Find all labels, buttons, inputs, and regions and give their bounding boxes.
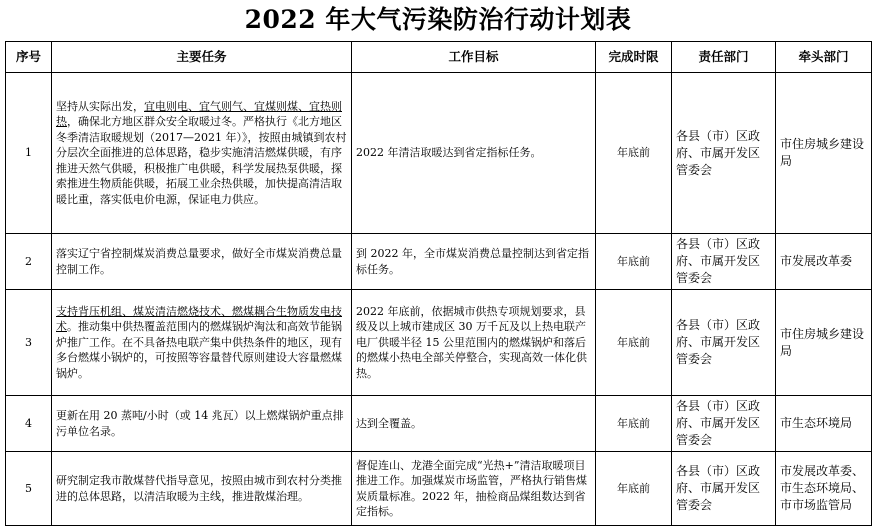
row-goal: 达到全覆盖。 (352, 396, 596, 452)
row-goal: 2022 年清洁取暖达到省定指标任务。 (352, 73, 596, 234)
row-number: 2 (6, 234, 52, 290)
table-row (6, 396, 872, 452)
row-number: 4 (6, 396, 52, 452)
row-number: 3 (6, 290, 52, 396)
page-title: 2022 年大气污染防治行动计划表 (244, 5, 632, 34)
task-text: 落实辽宁省控制煤炭消费总量要求，做好全市煤炭消费总量控制工作。 (56, 247, 342, 276)
header-responsible: 责任部门 (672, 42, 776, 73)
row-deadline: 年底前 (596, 396, 672, 452)
row-task (52, 73, 352, 234)
row-responsible: 各县（市）区政府、市属开发区管委会 (672, 452, 776, 526)
action-plan-table (5, 41, 872, 526)
row-responsible: 各县（市）区政府、市属开发区管委会 (672, 73, 776, 234)
row-deadline: 年底前 (596, 452, 672, 526)
row-task (52, 290, 352, 396)
row-lead: 市住房城乡建设局 (776, 73, 872, 234)
row-task (52, 452, 352, 526)
header-no: 序号 (6, 42, 52, 73)
row-responsible: 各县（市）区政府、市属开发区管委会 (672, 396, 776, 452)
task-text: 研究制定我市散煤替代指导意见，按照由城市到农村分类推进的总体思路，以清洁取暖为主线，推进散煤治理。 (56, 474, 342, 503)
row-deadline: 年底前 (596, 290, 672, 396)
table-row (6, 452, 872, 526)
task-text: 支持背压机组、煤炭清洁燃烧技术、燃煤耦合生物质发电技术 (56, 304, 342, 334)
header-lead: 牵头部门 (776, 42, 872, 73)
task-text: 坚持从实际出发， (56, 99, 144, 113)
header-deadline: 完成时限 (596, 42, 672, 73)
row-task (52, 234, 352, 290)
table-row (6, 73, 872, 234)
row-lead: 市住房城乡建设局 (776, 290, 872, 396)
row-responsible: 各县（市）区政府、市属开发区管委会 (672, 234, 776, 290)
task-text: ，确保北方地区群众安全取暖过冬。严格执行《北方地区冬季清洁取暖规划（2017—2021 年）》，按照由城镇到农村分层次全面推进的总体思路，稳步实施清洁燃煤供暖，有序推进天然气供暖，积极推广电供暖，科学发展热泵供暖，探索推进生物质能供暖，拓展工业余热供暖，加快提高清洁取暖比重，落实低电价电源，保证电力供应。 (56, 115, 347, 206)
row-lead: 市发展改革委、市生态环境局、市市场监管局 (776, 452, 872, 526)
task-text: 。推动集中供热覆盖范围内的燃煤锅炉淘汰和高效节能锅炉推广工作。在不具备热电联产集中供热条件的地区，现有多台燃煤小锅炉的，可按照等容量替代原则建设大容量燃煤锅炉。 (56, 320, 342, 380)
row-number: 5 (6, 452, 52, 526)
row-goal: 2022 年底前，依据城市供热专项规划要求，县级及以上城市建成区 30 万千瓦及以上热电联产电厂供暖半径 15 公里范围内的燃煤锅炉和落后的燃煤小热电全部关停整合，实现高效一体化供热。 (352, 290, 596, 396)
table-row (6, 290, 872, 396)
task-text: 更新在用 20 蒸吨/小时（或 14 兆瓦）以上燃煤锅炉重点排污单位名录。 (56, 409, 344, 438)
row-goal: 到 2022 年，全市煤炭消费总量控制达到省定指标任务。 (352, 234, 596, 290)
row-lead: 市发展改革委 (776, 234, 872, 290)
row-number: 1 (6, 73, 52, 234)
row-lead: 市生态环境局 (776, 396, 872, 452)
row-responsible: 各县（市）区政府、市属开发区管委会 (672, 290, 776, 396)
header-goal: 工作目标 (352, 42, 596, 73)
row-task (52, 396, 352, 452)
task-text: 宜电则电、宜气则气、宜煤则煤、宜热则热 (56, 99, 342, 129)
header-task: 主要任务 (52, 42, 352, 73)
row-deadline: 年底前 (596, 73, 672, 234)
row-goal: 督促连山、龙港全面完成“光热+”清洁取暖项目推进工作。加强煤炭市场监管，严格执行销售煤炭质量标准。2022 年，抽检商品煤组数达到省定指标。 (352, 452, 596, 526)
row-deadline: 年底前 (596, 234, 672, 290)
table-header-row (6, 42, 872, 73)
table-row (6, 234, 872, 290)
